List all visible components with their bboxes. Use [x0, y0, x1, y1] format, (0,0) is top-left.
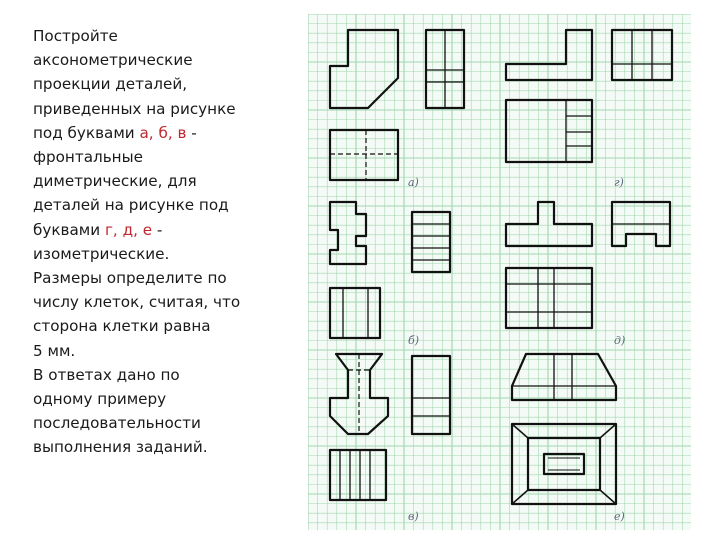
task-line: выполнения заданий. — [33, 438, 208, 457]
task-text — [33, 24, 283, 460]
task-line — [33, 218, 283, 242]
task-line-suffix: - — [186, 123, 197, 142]
task-line: проекции деталей, — [33, 75, 188, 94]
highlighted-letters-abv: а, б, в — [139, 123, 187, 142]
label-g: г) — [614, 176, 624, 189]
task-line: приведенных на рисунке — [33, 99, 236, 118]
task-line: числу клеток, считая, что — [33, 293, 241, 312]
task-line — [33, 121, 283, 145]
label-a: а) — [408, 176, 419, 189]
drawing-svg — [308, 14, 691, 530]
task-line: одному примеру — [33, 390, 167, 409]
task-line: фронтальные — [33, 148, 143, 167]
task-line-prefix: под буквами — [33, 123, 140, 142]
label-v: в) — [408, 510, 419, 523]
task-line: Размеры определите по — [33, 269, 227, 288]
task-line: сторона клетки равна — [33, 317, 211, 336]
task-line-suffix: - — [152, 220, 163, 239]
task-line: диметрические, для — [33, 172, 197, 191]
label-e: е) — [614, 510, 625, 523]
task-line: Постройте — [33, 27, 118, 45]
label-d: д) — [614, 334, 626, 347]
highlighted-letters-gde: г, д, е — [104, 220, 153, 239]
task-line: изометрические. — [33, 244, 170, 263]
task-line: В ответах дано по — [33, 365, 180, 384]
task-line: последовательности — [33, 414, 201, 433]
graph-paper-drawing — [308, 14, 691, 530]
label-b: б) — [408, 334, 420, 347]
task-line: деталей на рисунке под — [33, 196, 229, 215]
task-line: 5 мм. — [33, 341, 76, 360]
task-line: аксонометрические — [33, 51, 193, 70]
task-line-prefix: буквами — [33, 220, 105, 239]
